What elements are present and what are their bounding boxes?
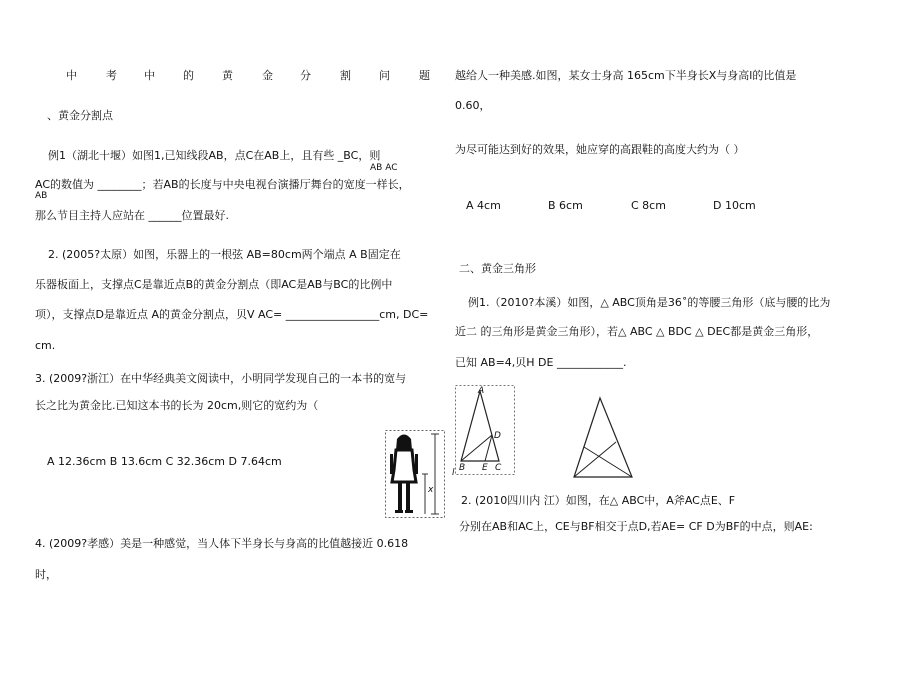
- option-a: A 4cm: [466, 199, 501, 212]
- section-heading-golden-triangle: 二、黄金三角形: [459, 262, 536, 275]
- question4-line1: 4. (2009?孝感）美是一种感觉，当人体下半身长与身高的比值越接近 0.618: [35, 537, 409, 550]
- woman-height-figure: [385, 430, 445, 518]
- triangle-question2-line2: 分别在AB和AC上，CE与BF相交于点D,若AE= CF D为BF的中点，则AE:: [459, 520, 813, 533]
- title-char: 金: [262, 69, 273, 82]
- title-char: 考: [106, 69, 117, 82]
- question4-line2: 时，: [35, 568, 57, 581]
- option-c: C 8cm: [631, 199, 666, 212]
- example1-line2: AC的数值为 ________；若AB的长度与中央电视台演播厅舞台的宽度一样长，: [35, 178, 410, 191]
- title-char: 黄: [222, 69, 233, 82]
- title-char: 中: [66, 69, 77, 82]
- question3-line2: 长之比为黄金比.已知这本书的长为 20cm,则它的宽约为（: [35, 399, 319, 412]
- title-char: 割: [340, 69, 351, 82]
- example1-line1: 例1（湖北十堰）如图1,已知线段AB，点C在AB上，且有些 _BC，则: [48, 149, 381, 162]
- title-char: 的: [183, 69, 194, 82]
- triangle-example1-line3: 已知 AB=4,贝H DE ____________.: [455, 356, 627, 369]
- option-d: D 10cm: [713, 199, 756, 212]
- triangle-label-e: E: [482, 463, 488, 473]
- option-b: B 6cm: [548, 199, 583, 212]
- triangle-label-c: C: [495, 463, 502, 473]
- title-char: 题: [419, 69, 430, 82]
- triangle-label-b: B: [459, 463, 466, 473]
- question2-line2: 乐器板面上，支撑点C是靠近点B的黄金分割点（即AC是AB与BC的比例中: [35, 278, 393, 291]
- title-char: 分: [300, 69, 311, 82]
- triangle-label-a: A: [478, 386, 485, 396]
- question2-line3: 项），支撑点D是靠近点 A的黄金分割点，贝V AC= _________________cm, DC=: [35, 308, 429, 321]
- question4-cont-line3: 为尽可能达到好的效果，她应穿的高跟鞋的高度大约为（ ）: [455, 143, 745, 156]
- example1-line3: 那么节目主持人应站在 ______位置最好.: [35, 209, 229, 222]
- figure-label-x: x: [428, 485, 434, 495]
- triangle-example1-line1: 例1.（2010?本溪）如图，△ ABC顶角是36˚的等腰三角形（底与腰的比为: [468, 296, 831, 309]
- golden-triangle-figure: [455, 385, 515, 475]
- isosceles-triangle-figure: [570, 395, 640, 480]
- figure-label-l: l: [452, 468, 455, 478]
- title-char: 问: [379, 69, 390, 82]
- triangle-label-d: D: [494, 431, 501, 441]
- example1-fraction-bottom: AB: [35, 191, 48, 201]
- question3-line1: 3. (2009?浙江）在中华经典美文阅读中，小明同学发现自己的一本书的宽与: [35, 372, 407, 385]
- question2-line1: 2. (2005?太原）如图，乐器上的一根弦 AB=80cm两个端点 A B固定在: [48, 248, 401, 261]
- question3-options: A 12.36cm B 13.6cm C 32.36cm D 7.64cm: [47, 455, 282, 468]
- triangle-example1-line2: 近二 的三角形是黄金三角形），若△ ABC △ BDC △ DEC都是黄金三角形，: [455, 325, 819, 338]
- example1-fraction-top: AB AC: [370, 163, 398, 173]
- title-char: 中: [144, 69, 155, 82]
- question4-cont-line2: 0.60，: [455, 99, 491, 112]
- section-heading-golden-point: 、黄金分割点: [47, 109, 113, 122]
- triangle-question2-line1: 2. (2010四川内 江）如图，在△ ABC中，A斧AC点E、F: [461, 494, 736, 507]
- question2-line4: cm.: [35, 339, 56, 352]
- question4-cont-line1: 越给人一种美感.如图，某女士身高 165cm下半身长X与身高l的比值是: [455, 69, 797, 82]
